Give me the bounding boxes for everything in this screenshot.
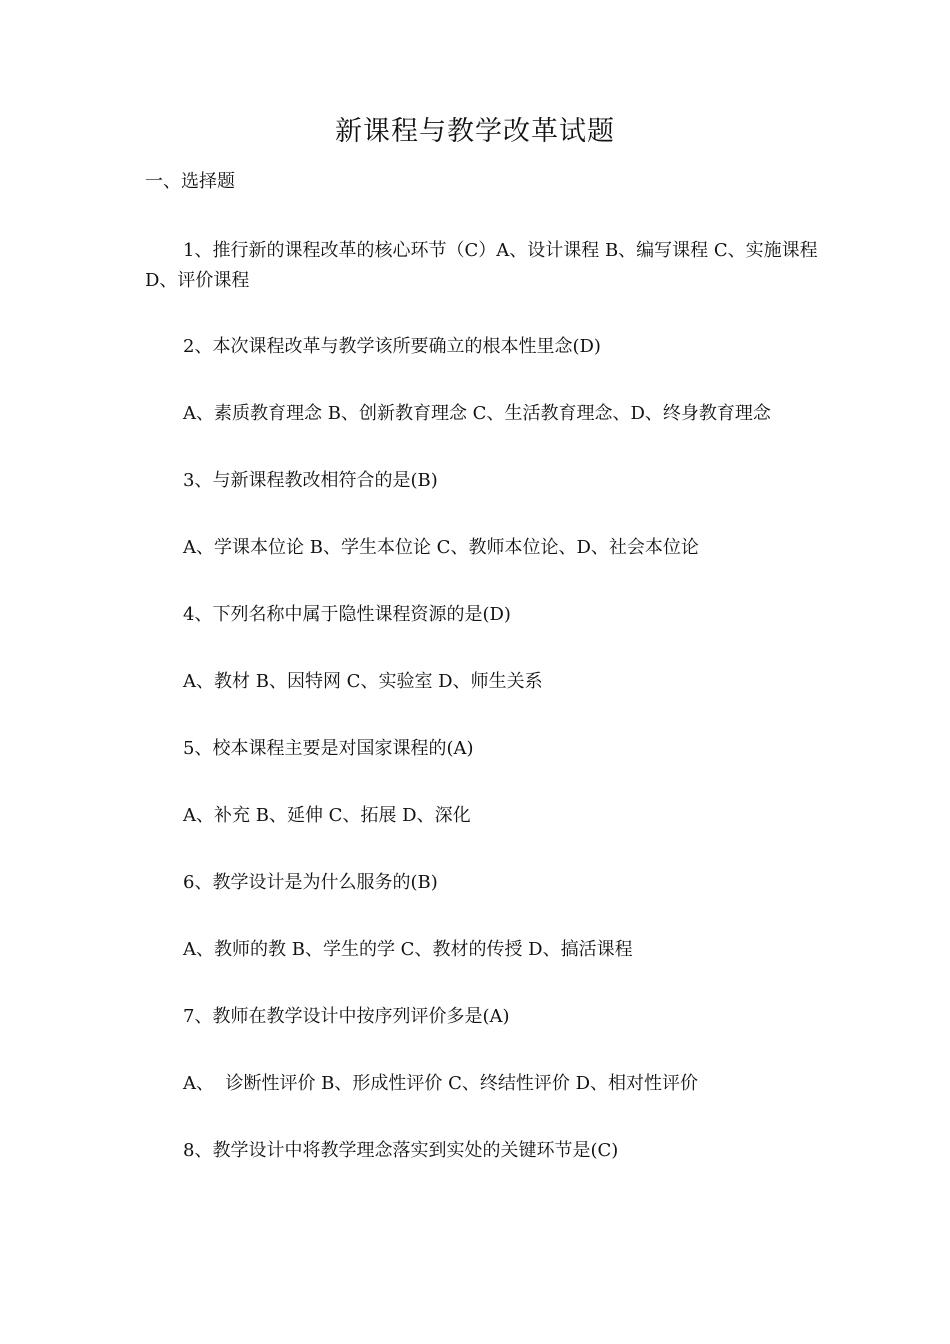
question-8: 8、教学设计中将教学理念落实到实处的关键环节是(C) [183,1140,619,1161]
question-5: 5、校本课程主要是对国家课程的(A) [183,738,474,759]
question-4: 4、下列名称中属于隐性课程资源的是(D) [183,604,511,625]
question-7-options: A、 诊断性评价 B、形成性评价 C、终结性评价 D、相对性评价 [183,1073,699,1094]
question-2: 2、本次课程改革与教学该所要确立的根本性里念(D) [183,336,601,357]
question-4-options: A、教材 B、因特网 C、实验室 D、师生关系 [183,671,543,692]
question-2-options: A、素质教育理念 B、创新教育理念 C、生活教育理念、D、终身教育理念 [183,403,771,424]
question-3-options: A、学课本位论 B、学生本位论 C、教师本位论、D、社会本位论 [183,537,699,558]
question-6-options: A、教师的教 B、学生的学 C、教材的传授 D、搞活课程 [183,939,633,960]
section-heading: 一、选择题 [145,171,235,192]
question-1: 1、推行新的课程改革的核心环节（C）A、设计课程 B、编写课程 C、实施课程 D、评价课程 [145,240,818,291]
document-title: 新课程与教学改革试题 [335,116,615,147]
question-7: 7、教师在教学设计中按序列评价多是(A) [183,1006,510,1027]
question-5-options: A、补充 B、延伸 C、拓展 D、深化 [183,805,471,826]
question-3: 3、与新课程教改相符合的是(B) [183,470,438,491]
question-6: 6、教学设计是为什么服务的(B) [183,872,438,893]
